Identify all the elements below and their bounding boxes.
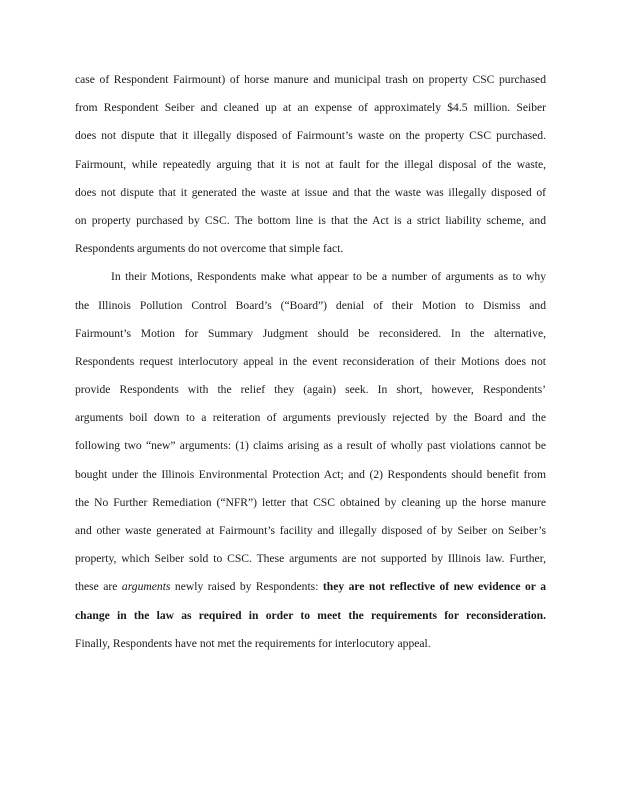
text-line: Respondents arguments do not overcome that simple fact. [75,242,344,256]
text-line: In their Motions, Respondents make what appear to be a number of arguments as to why [111,270,546,284]
paragraph-2 [75,263,546,658]
text-line: bought under the Illinois Environmental Protection Act; and (2) Respondents should benefit from [75,467,546,481]
text-line: from Respondent Seiber and cleaned up at an expense of approximately $4.5 million. Seiber [75,101,546,115]
text-line: provide Respondents with the relief they (again) seek. In short, however, Respondents’ [75,383,546,397]
text-run: these are [75,580,122,594]
text-line-bold: change in the law as required in order to meet the requirements for reconsideration. [75,608,546,622]
body-text [75,66,546,658]
text-line-mixed [75,573,546,601]
text-line: following two “new” arguments: (1) claims arising as a result of wholly past violations cannot be [75,439,546,453]
text-line: the No Further Remediation (“NFR”) letter that CSC obtained by cleaning up the horse manure [75,495,546,509]
text-line: Respondents request interlocutory appeal in the event reconsideration of their Motions does not [75,354,546,368]
text-line: Fairmount, while repeatedly arguing that it is not at fault for the illegal disposal of the waste, [75,157,546,171]
text-line: property, which Seiber sold to CSC. These arguments are not supported by Illinois law. Further, [75,552,546,566]
text-run: newly raised by Respondents: [170,580,323,594]
italic-run: arguments [121,580,171,594]
paragraph-1 [75,66,546,263]
text-line: the Illinois Pollution Control Board’s (“Board”) denial of their Motion to Dismiss and [75,298,546,312]
text-line: arguments boil down to a reiteration of arguments previously rejected by the Board and the [75,411,546,425]
text-line: on property purchased by CSC. The bottom line is that the Act is a strict liability scheme, and [75,213,546,227]
text-line: Fairmount’s Motion for Summary Judgment should be reconsidered. In the alternative, [75,326,546,340]
text-line: Finally, Respondents have not met the requirements for interlocutory appeal. [75,636,431,650]
bold-run: they are not reflective of new evidence or a [322,580,547,594]
text-line: does not dispute that it illegally disposed of Fairmount’s waste on the property CSC purchased. [75,129,546,143]
text-line: case of Respondent Fairmount) of horse manure and municipal trash on property CSC purchased [75,73,546,86]
text-line: and other waste generated at Fairmount’s facility and illegally disposed of by Seiber on Seiber’s [75,524,546,537]
text-line: does not dispute that it generated the waste at issue and that the waste was illegally disposed of [75,185,546,199]
